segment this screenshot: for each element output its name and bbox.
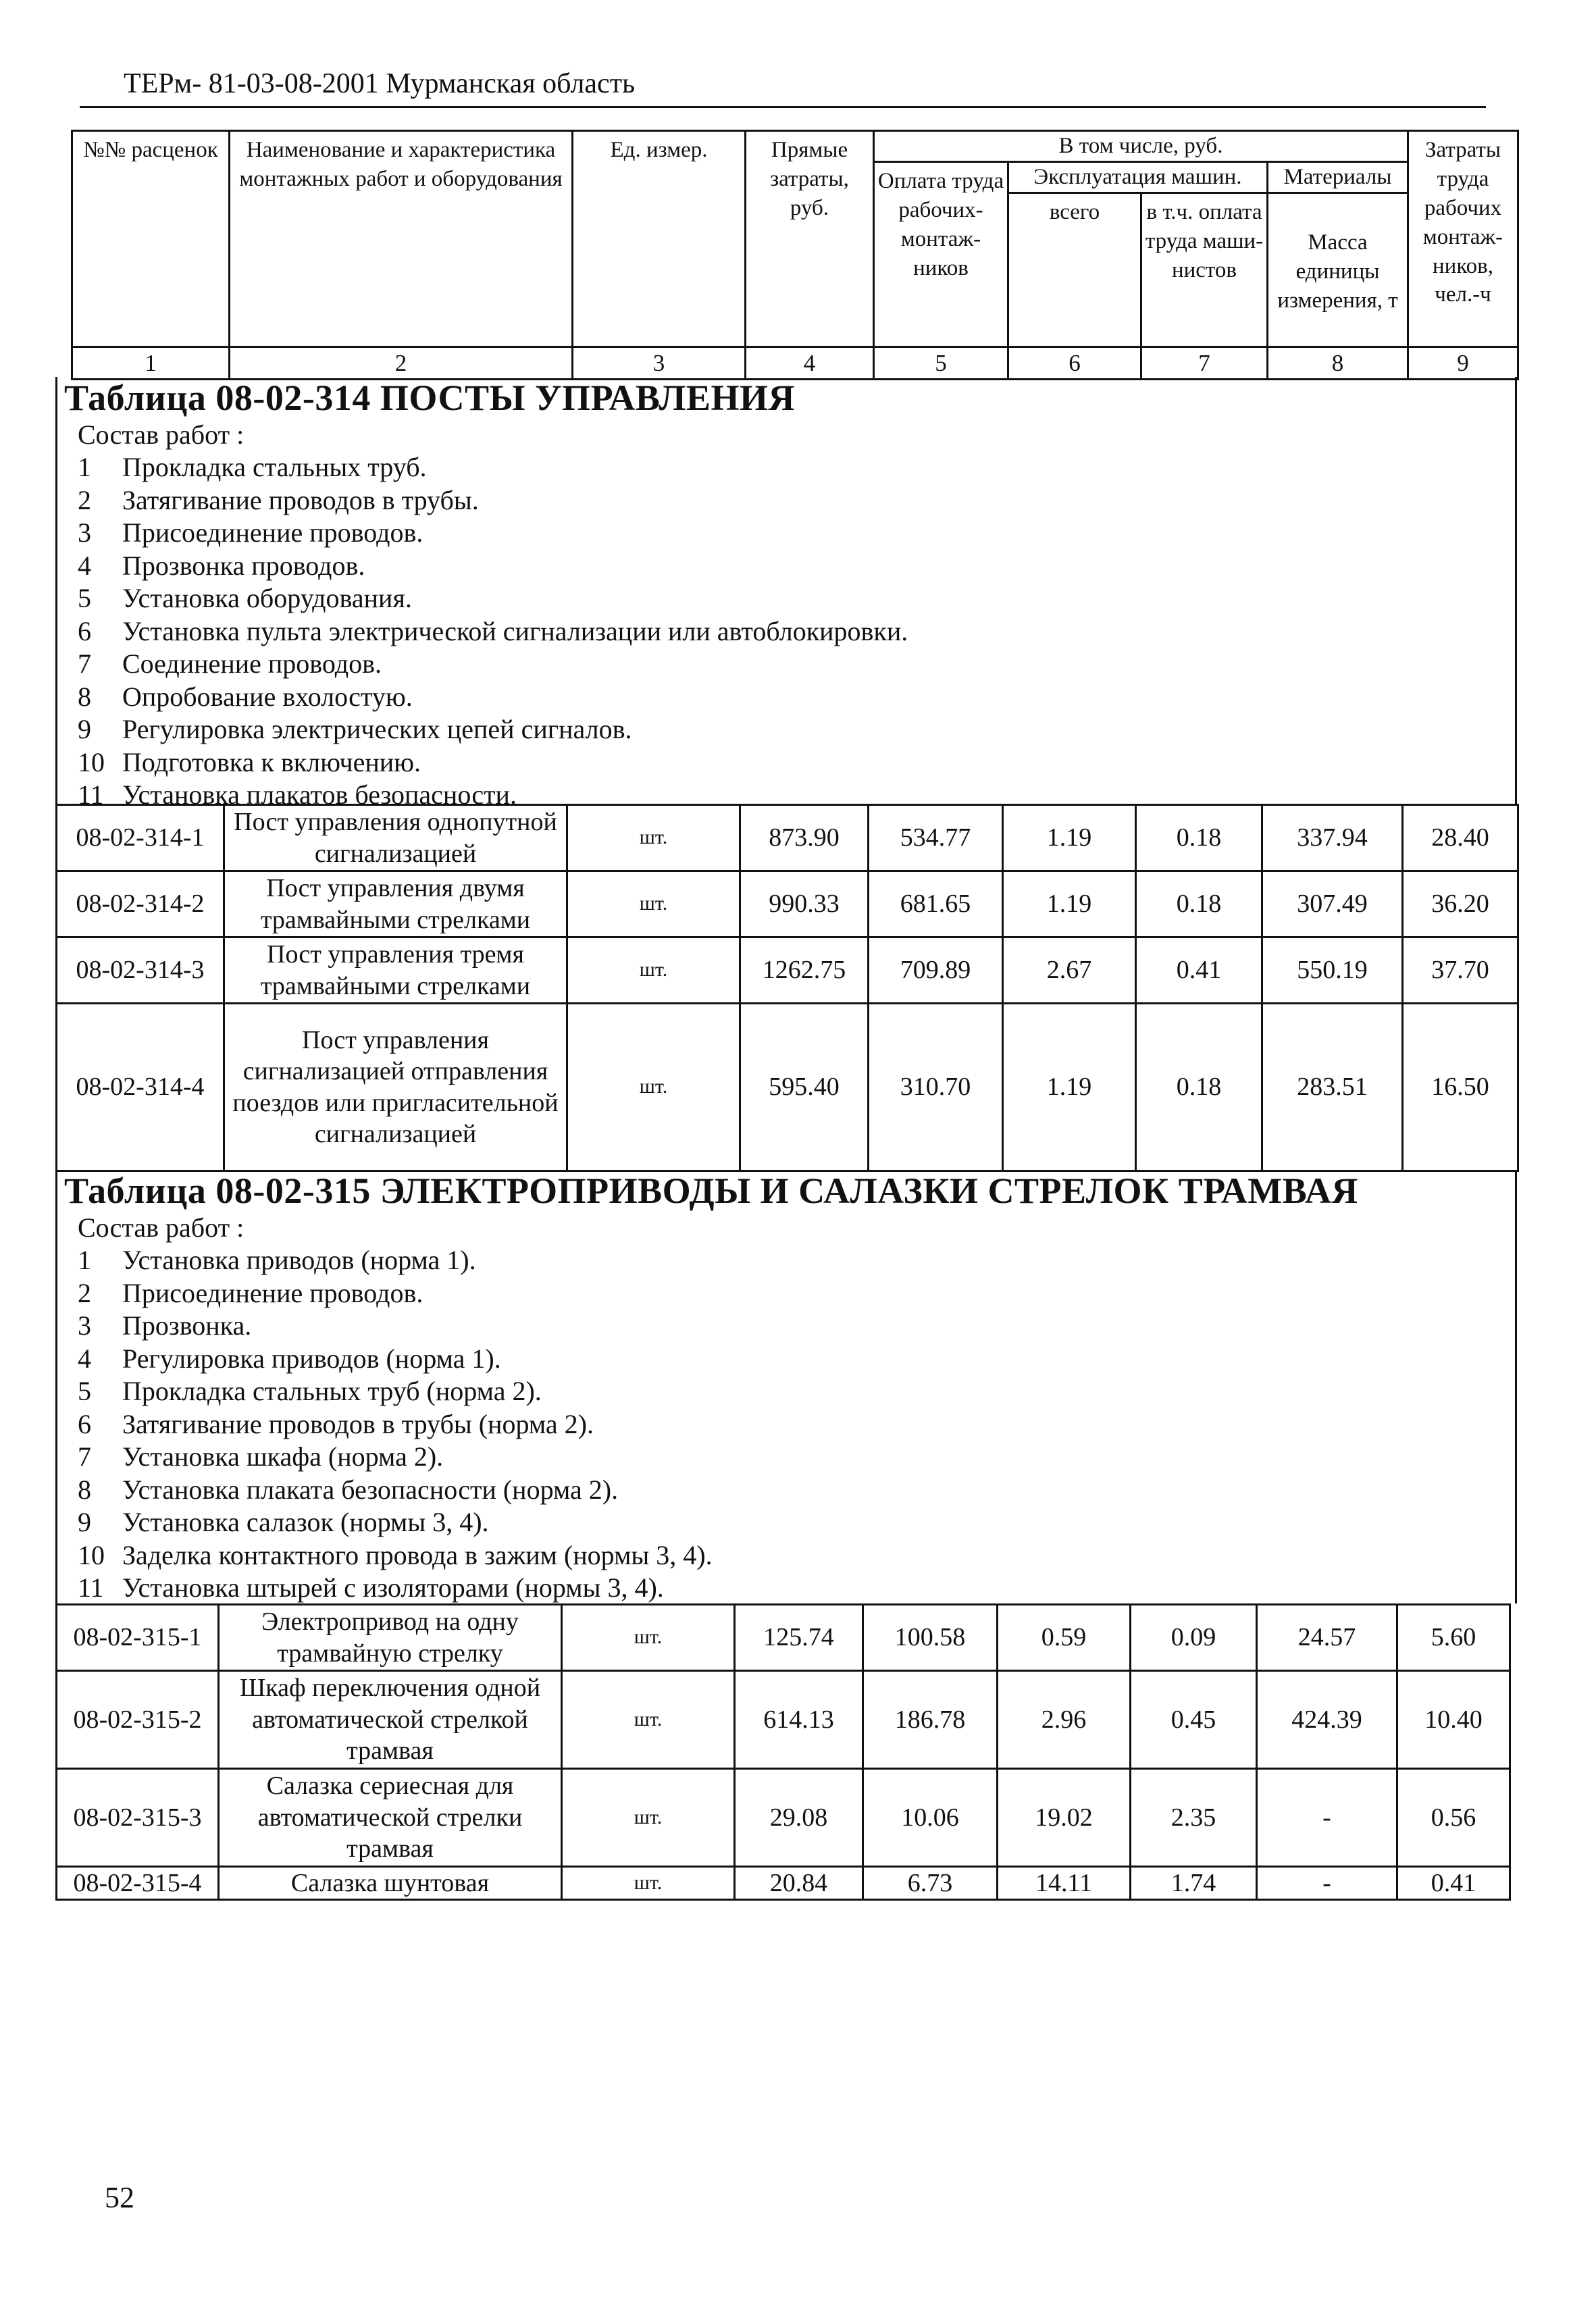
- header-direct: Прямые затраты, руб.: [746, 131, 874, 347]
- table-row: [57, 937, 1518, 1004]
- labor-hours: 16.50: [1403, 1004, 1518, 1171]
- work-step-number: 3: [78, 1310, 91, 1341]
- work-name: Пост управления двумя трамвайными стрелками: [224, 871, 567, 937]
- work-step-number: 11: [78, 779, 104, 810]
- table-314-title: Таблица 08-02-314 ПОСТЫ УПРАВЛЕНИЯ: [64, 378, 795, 418]
- rate-code: 08-02-315-2: [57, 1671, 219, 1769]
- colnum: 7: [1141, 346, 1268, 380]
- rate-code: 08-02-314-3: [57, 937, 224, 1004]
- labor-hours: 10.40: [1397, 1671, 1510, 1769]
- machine-cost: 19.02: [998, 1769, 1131, 1867]
- direct-cost: 1262.75: [740, 937, 869, 1004]
- work-step-number: 1: [78, 452, 91, 482]
- work-step-number: 4: [78, 550, 91, 581]
- labor-cost: 709.89: [869, 937, 1003, 1004]
- work-step-text: Прозвонка.: [122, 1310, 252, 1341]
- work-step-text: Установка штырей с изоляторами (нормы 3, 4).: [122, 1572, 664, 1603]
- work-step: [57, 713, 1515, 746]
- table-row: [57, 871, 1518, 937]
- work-step: [57, 1539, 1515, 1572]
- unit: шт.: [567, 937, 740, 1004]
- unit: шт.: [562, 1671, 735, 1769]
- work-name: Шкаф переключения одной автоматической стрелкой трамвая: [219, 1671, 562, 1769]
- work-step-text: Заделка контактного провода в зажим (нормы 3, 4).: [122, 1539, 713, 1570]
- colnum: 9: [1408, 346, 1518, 380]
- materials-cost: 550.19: [1262, 937, 1403, 1004]
- header-unit: Ед. измер.: [573, 131, 746, 347]
- labor-cost: 6.73: [863, 1867, 998, 1900]
- work-name: Электропривод на одну трамвайную стрелку: [219, 1605, 562, 1671]
- table-row: [57, 1769, 1510, 1867]
- machine-cost: 1.19: [1003, 871, 1136, 937]
- header-rule: [80, 106, 1486, 108]
- materials-cost: -: [1257, 1769, 1397, 1867]
- materials-cost: -: [1257, 1867, 1397, 1900]
- work-step-number: 8: [78, 1474, 91, 1505]
- work-step: [57, 1244, 1515, 1277]
- colnum: 2: [230, 346, 573, 380]
- header-machines: Эксплуатация машин.: [1008, 161, 1268, 192]
- unit: шт.: [562, 1605, 735, 1671]
- table-314-subtitle: Состав работ :: [78, 419, 244, 450]
- unit: шт.: [567, 871, 740, 937]
- work-step-text: Подготовка к включению.: [122, 746, 421, 777]
- work-step: [57, 1375, 1515, 1408]
- labor-hours: 28.40: [1403, 805, 1518, 871]
- machine-cost: 1.19: [1003, 805, 1136, 871]
- work-step: [57, 1572, 1515, 1605]
- labor-cost: 186.78: [863, 1671, 998, 1769]
- materials-cost: 283.51: [1262, 1004, 1403, 1171]
- work-step-number: 3: [78, 517, 91, 548]
- work-step-number: 6: [78, 1408, 91, 1439]
- table-row: [57, 1671, 1510, 1769]
- machine-cost: 2.67: [1003, 937, 1136, 1004]
- work-step-number: 11: [78, 1572, 104, 1603]
- direct-cost: 614.13: [735, 1671, 863, 1769]
- work-step-text: Прокладка стальных труб.: [122, 452, 427, 482]
- labor-hours: 0.41: [1397, 1867, 1510, 1900]
- work-name: Пост управления тремя трамвайными стрелками: [224, 937, 567, 1004]
- work-step: [57, 1408, 1515, 1441]
- work-step-text: Присоединение проводов.: [122, 1277, 423, 1308]
- work-step-text: Затягивание проводов в трубы (норма 2).: [122, 1408, 594, 1439]
- work-step-text: Опробование вхолостую.: [122, 681, 413, 712]
- table-314-composition: [55, 377, 1517, 810]
- machine-labor-cost: 0.18: [1136, 1004, 1262, 1171]
- work-step-number: 9: [78, 1507, 91, 1537]
- work-step: [57, 1343, 1515, 1376]
- work-step-text: Прозвонка проводов.: [122, 550, 365, 581]
- header-hours: Затраты труда рабочих монтаж-ников, чел.-ч: [1408, 131, 1518, 347]
- work-step-number: 1: [78, 1245, 91, 1275]
- work-step-number: 8: [78, 681, 91, 712]
- table-315-rows: [55, 1603, 1511, 1901]
- table-row: [57, 1605, 1510, 1671]
- machine-labor-cost: 1.74: [1131, 1867, 1257, 1900]
- machine-cost: 14.11: [998, 1867, 1131, 1900]
- work-step: [57, 615, 1515, 648]
- rate-code: 08-02-315-1: [57, 1605, 219, 1671]
- header-name: Наименование и характеристика монтажных работ и оборудования: [230, 131, 573, 347]
- work-step-number: 6: [78, 615, 91, 646]
- work-step-text: Установка плаката безопасности (норма 2).: [122, 1474, 619, 1505]
- machine-labor-cost: 2.35: [1131, 1769, 1257, 1867]
- work-step: [57, 484, 1515, 517]
- table-315-steps: [57, 1244, 1515, 1605]
- header-materials: Материалы: [1268, 161, 1408, 192]
- colnum: 4: [746, 346, 874, 380]
- labor-cost: 310.70: [869, 1004, 1003, 1171]
- machine-cost: 2.96: [998, 1671, 1131, 1769]
- work-step: [57, 1277, 1515, 1310]
- table-315-subtitle: Состав работ :: [78, 1212, 244, 1243]
- rate-code: 08-02-314-2: [57, 871, 224, 937]
- work-step-text: Установка приводов (норма 1).: [122, 1245, 476, 1275]
- header-mach-labor: в т.ч. оплата труда маши-нистов: [1141, 192, 1268, 346]
- labor-hours: 36.20: [1403, 871, 1518, 937]
- rate-code: 08-02-314-4: [57, 1004, 224, 1171]
- work-step-number: 9: [78, 714, 91, 744]
- work-step: [57, 1506, 1515, 1539]
- header-mass: Масса единицы измерения, т: [1268, 192, 1408, 346]
- direct-cost: 20.84: [735, 1867, 863, 1900]
- materials-cost: 24.57: [1257, 1605, 1397, 1671]
- rate-code: 08-02-315-3: [57, 1769, 219, 1867]
- colnum: 5: [874, 346, 1008, 380]
- table-315-composition: [55, 1170, 1517, 1603]
- header-mach-total: всего: [1008, 192, 1141, 346]
- work-step-text: Установка пульта электрической сигнализации или автоблокировки.: [122, 615, 908, 646]
- work-step: [57, 1474, 1515, 1507]
- work-step: [57, 746, 1515, 779]
- work-step-number: 7: [78, 648, 91, 679]
- work-step-text: Установка плакатов безопасности.: [122, 779, 517, 810]
- labor-cost: 10.06: [863, 1769, 998, 1867]
- work-step-number: 5: [78, 1376, 91, 1406]
- work-step-text: Установка салазок (нормы 3, 4).: [122, 1507, 489, 1537]
- rate-code: 08-02-314-1: [57, 805, 224, 871]
- work-step: [57, 582, 1515, 615]
- unit: шт.: [562, 1769, 735, 1867]
- work-step-text: Установка шкафа (норма 2).: [122, 1441, 444, 1472]
- header-group: В том числе, руб.: [874, 131, 1408, 162]
- labor-cost: 534.77: [869, 805, 1003, 871]
- work-step: [57, 648, 1515, 681]
- unit: шт.: [567, 1004, 740, 1171]
- column-header-table: [71, 130, 1519, 380]
- page-number: 52: [105, 2181, 134, 2214]
- header-code: №№ расценок: [72, 131, 230, 347]
- labor-cost: 681.65: [869, 871, 1003, 937]
- work-name: Салазка сериесная для автоматической стрелки трамвая: [219, 1769, 562, 1867]
- materials-cost: 307.49: [1262, 871, 1403, 937]
- machine-labor-cost: 0.09: [1131, 1605, 1257, 1671]
- table-row: [57, 1867, 1510, 1900]
- work-step-number: 2: [78, 484, 91, 515]
- work-step: [57, 517, 1515, 550]
- work-step: [57, 1441, 1515, 1474]
- work-step: [57, 451, 1515, 484]
- direct-cost: 29.08: [735, 1769, 863, 1867]
- work-name: Пост управления однопутной сигнализацией: [224, 805, 567, 871]
- work-step-number: 10: [78, 1539, 105, 1570]
- work-step: [57, 550, 1515, 583]
- work-step: [57, 681, 1515, 714]
- machine-cost: 1.19: [1003, 1004, 1136, 1171]
- labor-hours: 0.56: [1397, 1769, 1510, 1867]
- header-labor: Оплата труда рабочих-монтаж-ников: [874, 161, 1008, 346]
- table-314-rows: [55, 804, 1519, 1172]
- labor-hours: 37.70: [1403, 937, 1518, 1004]
- work-step-number: 2: [78, 1277, 91, 1308]
- machine-labor-cost: 0.18: [1136, 871, 1262, 937]
- work-step-number: 5: [78, 583, 91, 613]
- table-315-title: Таблица 08-02-315 ЭЛЕКТРОПРИВОДЫ И САЛАЗКИ СТРЕЛОК ТРАМВАЯ: [64, 1171, 1358, 1211]
- work-step-text: Установка оборудования.: [122, 583, 412, 613]
- machine-labor-cost: 0.18: [1136, 805, 1262, 871]
- page-header: ТЕРм- 81-03-08-2001 Мурманская область: [124, 68, 636, 99]
- direct-cost: 595.40: [740, 1004, 869, 1171]
- colnum: 1: [72, 346, 230, 380]
- work-step-number: 10: [78, 746, 105, 777]
- materials-cost: 337.94: [1262, 805, 1403, 871]
- colnum: 8: [1268, 346, 1408, 380]
- direct-cost: 125.74: [735, 1605, 863, 1671]
- colnum: 3: [573, 346, 746, 380]
- unit: шт.: [567, 805, 740, 871]
- direct-cost: 990.33: [740, 871, 869, 937]
- work-name: Пост управления сигнализацией отправления поездов или пригласительной сигнализацией: [224, 1004, 567, 1171]
- machine-labor-cost: 0.41: [1136, 937, 1262, 1004]
- table-row: [57, 1004, 1518, 1171]
- work-step-text: Соединение проводов.: [122, 648, 382, 679]
- table-row: [57, 805, 1518, 871]
- rate-code: 08-02-315-4: [57, 1867, 219, 1900]
- colnum: 6: [1008, 346, 1141, 380]
- work-step-text: Присоединение проводов.: [122, 517, 423, 548]
- work-step-text: Регулировка электрических цепей сигналов.: [122, 714, 632, 744]
- work-step-number: 7: [78, 1441, 91, 1472]
- work-step-number: 4: [78, 1343, 91, 1374]
- table-314-steps: [57, 451, 1515, 812]
- work-step: [57, 1310, 1515, 1343]
- labor-cost: 100.58: [863, 1605, 998, 1671]
- work-step-text: Затягивание проводов в трубы.: [122, 484, 479, 515]
- machine-labor-cost: 0.45: [1131, 1671, 1257, 1769]
- machine-cost: 0.59: [998, 1605, 1131, 1671]
- materials-cost: 424.39: [1257, 1671, 1397, 1769]
- work-step-text: Регулировка приводов (норма 1).: [122, 1343, 501, 1374]
- labor-hours: 5.60: [1397, 1605, 1510, 1671]
- unit: шт.: [562, 1867, 735, 1900]
- work-step-text: Прокладка стальных труб (норма 2).: [122, 1376, 542, 1406]
- direct-cost: 873.90: [740, 805, 869, 871]
- work-name: Салазка шунтовая: [219, 1867, 562, 1900]
